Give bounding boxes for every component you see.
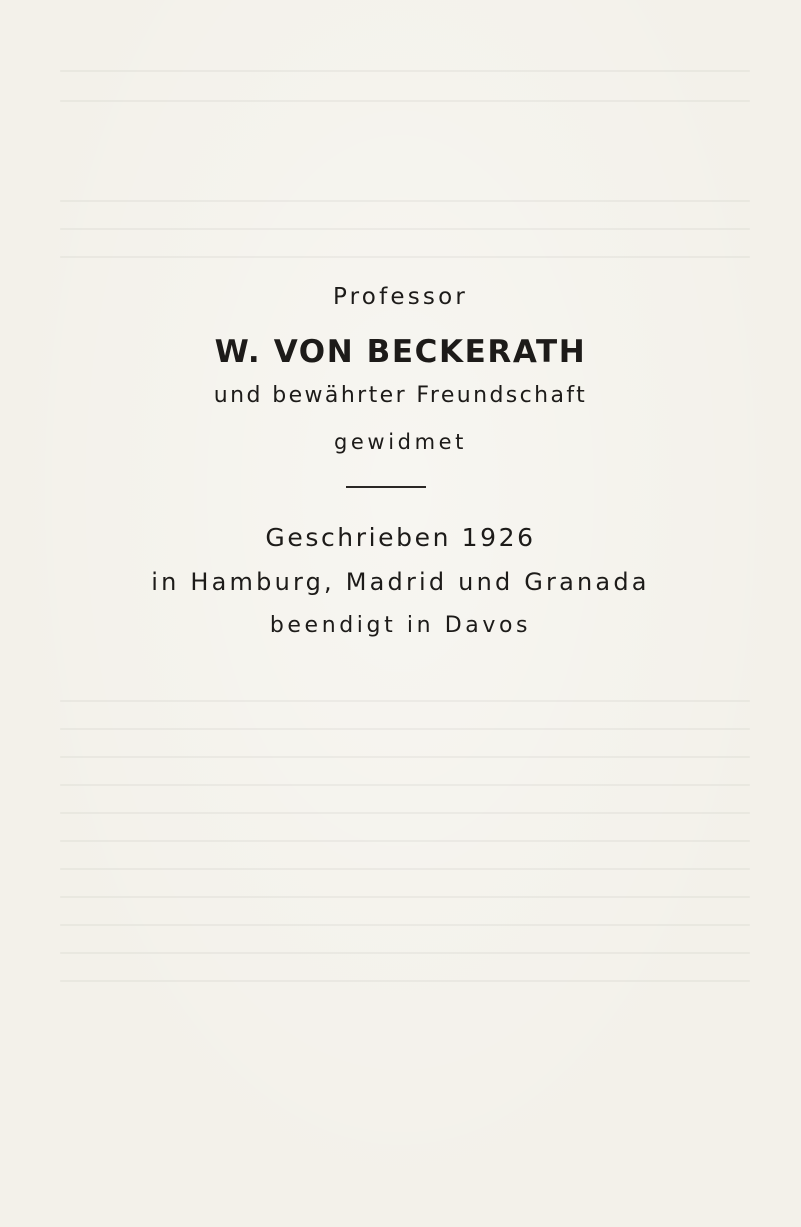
show-through-line [60, 700, 750, 702]
divider-rule [346, 486, 426, 488]
finished-place: beendigt in Davos [269, 613, 532, 638]
show-through-line [60, 840, 750, 842]
dedication-title: Professor [332, 284, 469, 310]
show-through-line [60, 952, 750, 954]
show-through-line [60, 728, 750, 730]
dedication-verb: gewidmet [333, 430, 467, 454]
written-places: in Hamburg, Madrid und Granada [151, 568, 650, 596]
show-through-line [60, 784, 750, 786]
dedication-friendship: und bewährter Freundschaft [213, 383, 588, 408]
show-through-line [60, 70, 750, 72]
show-through-line [60, 756, 750, 758]
written-date: Geschrieben 1926 [265, 523, 536, 552]
show-through-line [60, 896, 750, 898]
show-through-line [60, 868, 750, 870]
show-through-line [60, 256, 750, 258]
show-through-line [60, 100, 750, 102]
show-through-line [60, 924, 750, 926]
show-through-line [60, 200, 750, 202]
show-through-line [60, 228, 750, 230]
show-through-line [60, 980, 750, 982]
show-through-line [60, 812, 750, 814]
dedicatee-name: W. VON BECKERATH [214, 334, 587, 370]
